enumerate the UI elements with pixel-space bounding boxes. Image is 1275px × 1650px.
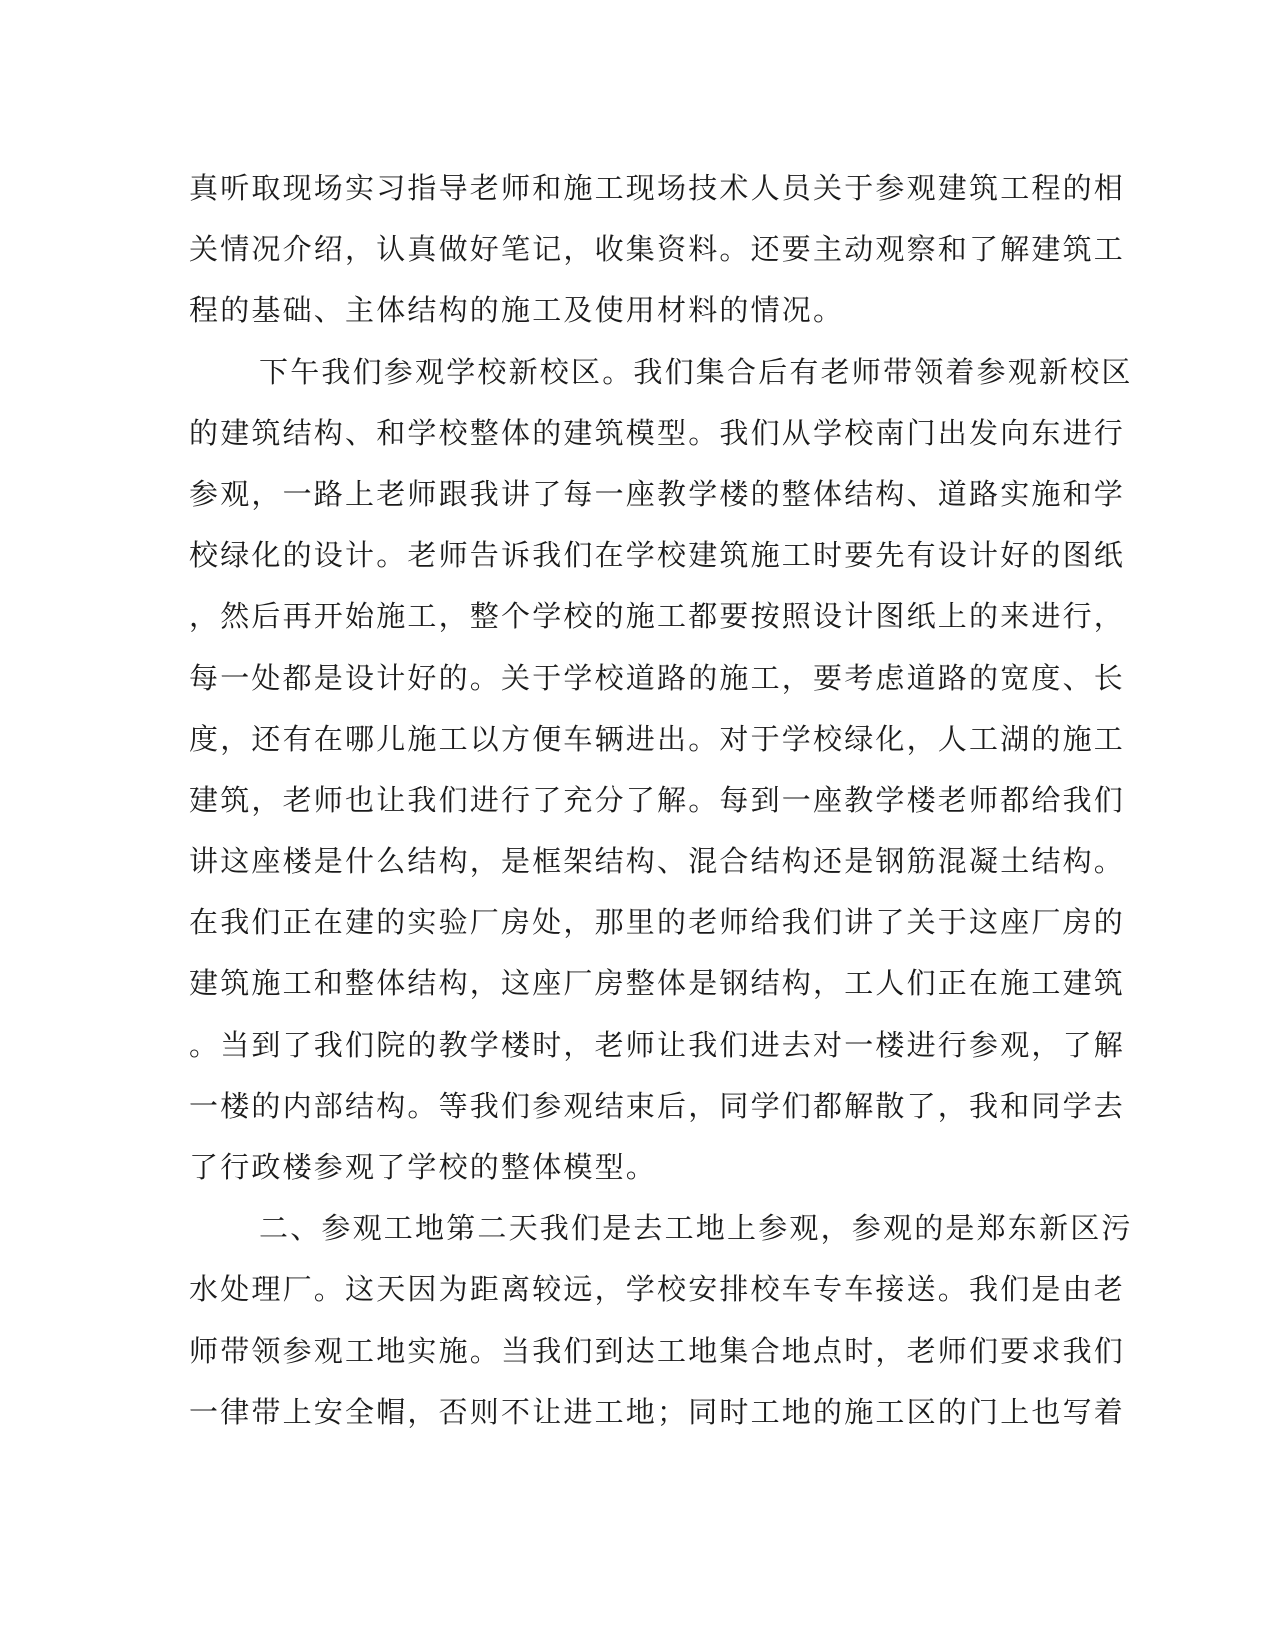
text-line: 度，还有在哪儿施工以方便车辆进出。对于学校绿化，人工湖的施工: [189, 721, 1126, 756]
text-line: 程的基础、主体结构的施工及使用材料的情况。: [189, 293, 845, 328]
paragraph-first-line: 下午我们参观学校新校区。我们集合后有老师带领着参观新校区: [259, 354, 1133, 389]
text-line: 的建筑结构、和学校整体的建筑模型。我们从学校南门出发向东进行: [189, 415, 1126, 450]
text-line: ，然后再开始施工，整个学校的施工都要按照设计图纸上的来进行，: [189, 599, 1126, 634]
text-line: 建筑施工和整体结构，这座厂房整体是钢结构，工人们正在施工建筑: [189, 966, 1126, 1001]
text-line: 每一处都是设计好的。关于学校道路的施工，要考虑道路的宽度、长: [189, 660, 1126, 695]
text-line: 讲这座楼是什么结构，是框架结构、混合结构还是钢筋混凝土结构。: [189, 844, 1126, 879]
text-line: 校绿化的设计。老师告诉我们在学校建筑施工时要先有设计好的图纸: [189, 538, 1126, 573]
text-line: 在我们正在建的实验厂房处，那里的老师给我们讲了关于这座厂房的: [189, 905, 1126, 940]
text-line: 师带领参观工地实施。当我们到达工地集合地点时，老师们要求我们: [189, 1333, 1126, 1368]
text-line: 参观，一路上老师跟我讲了每一座教学楼的整体结构、道路实施和学: [189, 476, 1126, 511]
text-line: 了行政楼参观了学校的整体模型。: [189, 1150, 658, 1184]
text-line: 水处理厂。这天因为距离较远，学校安排校车专车接送。我们是由老: [189, 1272, 1126, 1307]
paragraph-first-line: 二、参观工地第二天我们是去工地上参观，参观的是郑东新区污: [259, 1211, 1133, 1246]
text-line: 关情况介绍，认真做好笔记，收集资料。还要主动观察和了解建筑工: [189, 232, 1126, 267]
document-body: [189, 158, 1133, 1443]
text-line: 一楼的内部结构。等我们参观结束后，同学们都解散了，我和同学去: [189, 1088, 1126, 1123]
text-line: 一律带上安全帽，否则不让进工地；同时工地的施工区的门上也写着: [189, 1394, 1126, 1429]
text-line: 真听取现场实习指导老师和施工现场技术人员关于参观建筑工程的相: [189, 171, 1126, 205]
text-line: 建筑，老师也让我们进行了充分了解。每到一座教学楼老师都给我们: [189, 782, 1126, 817]
text-line: 。当到了我们院的教学楼时，老师让我们进去对一楼进行参观，了解: [189, 1027, 1126, 1062]
